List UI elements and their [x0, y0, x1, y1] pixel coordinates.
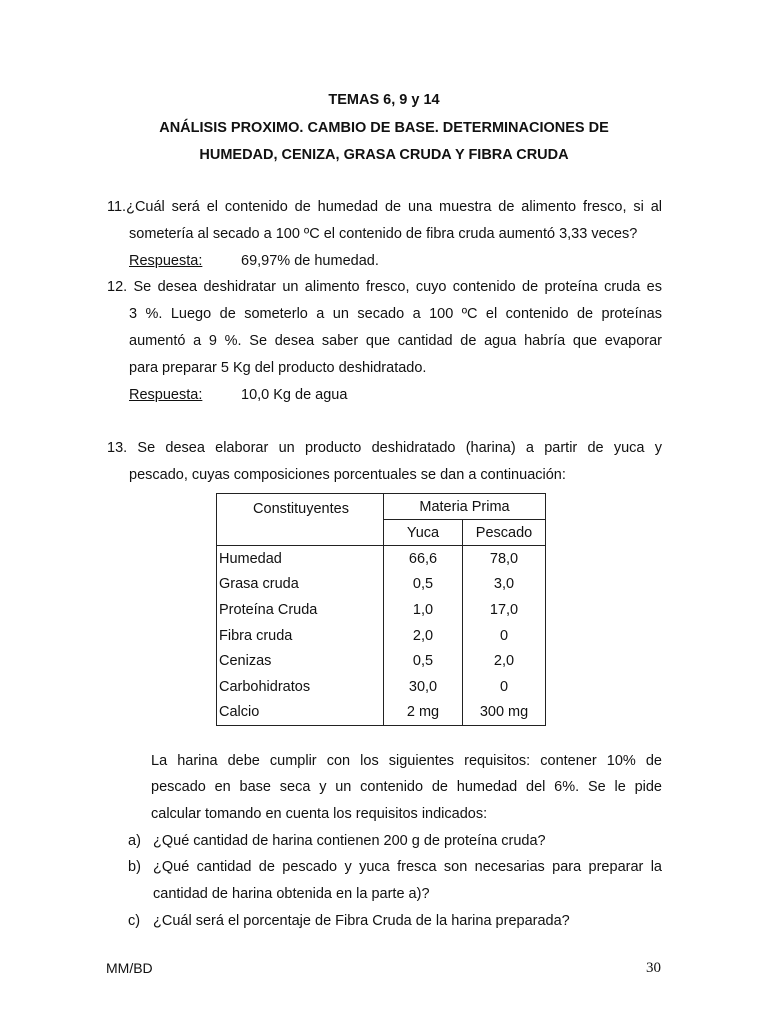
answer-value: 69,97% de humedad. — [241, 253, 379, 269]
answer-value: 10,0 Kg de agua — [241, 387, 348, 403]
item-b-text: ¿Qué cantidad de pescado y yuca fresca son necesarias para preparar la — [153, 859, 662, 875]
answer-label: Respuesta: — [129, 387, 203, 403]
row-name: Proteína Cruda — [217, 597, 384, 623]
row-pescado: 78,0 — [463, 546, 546, 572]
problem-12-line1: 12. Se desea deshidratar un alimento fresco, cuyo contenido de proteína cruda es — [107, 279, 662, 295]
problem-13-line2: pescado, cuyas composiciones porcentuales se dan a continuación: — [129, 467, 566, 483]
composition-table — [216, 493, 546, 726]
table-header-row — [217, 494, 546, 520]
row-name: Grasa cruda — [217, 572, 384, 598]
row-pescado: 0 — [463, 674, 546, 700]
table-row — [217, 597, 546, 623]
header-title-line2: HUMEDAD, CENIZA, GRASA CRUDA Y FIBRA CRUDA — [199, 147, 569, 163]
item-c-label: c) — [128, 913, 141, 929]
row-pescado: 3,0 — [463, 572, 546, 598]
problem-12-line2: 3 %. Luego de someterlo a un secado a 100 ºC el contenido de proteínas — [129, 306, 662, 322]
problem-11-line1: 11.¿Cuál será el contenido de humedad de una muestra de alimento fresco, si al — [107, 199, 662, 215]
item-b-text-cont: cantidad de harina obtenida en la parte a)? — [153, 886, 430, 902]
requirements-line3: calcular tomando en cuenta los requisitos indicados: — [151, 806, 488, 822]
table-row — [217, 546, 546, 572]
row-yuca: 66,6 — [384, 546, 463, 572]
table-row — [217, 700, 546, 726]
row-pescado: 300 mg — [463, 700, 546, 726]
problem-11-line2: sometería al secado a 100 ºC el contenido de fibra cruda aumentó 3,33 veces? — [129, 226, 638, 242]
row-pescado: 17,0 — [463, 597, 546, 623]
item-b-label: b) — [128, 859, 141, 875]
header-materia-prima: Materia Prima — [384, 494, 546, 520]
header-yuca: Yuca — [384, 520, 463, 546]
row-name: Cenizas — [217, 648, 384, 674]
row-pescado: 2,0 — [463, 648, 546, 674]
item-a-label: a) — [128, 833, 141, 849]
page-number: 30 — [646, 960, 661, 976]
table-row — [217, 648, 546, 674]
requirements-line1: La harina debe cumplir con los siguientes requisitos: contener 10% de — [151, 753, 662, 769]
header-topics: TEMAS 6, 9 y 14 — [328, 92, 440, 108]
row-pescado: 0 — [463, 623, 546, 649]
header-title-line1: ANÁLISIS PROXIMO. CAMBIO DE BASE. DETERMINACIONES DE — [159, 120, 609, 136]
problem-12-answer — [129, 387, 347, 403]
requirements-line2: pescado en base seca y un contenido de humedad del 6%. Se le pide — [151, 779, 662, 795]
table-row — [217, 623, 546, 649]
table-row — [217, 572, 546, 598]
problem-12-line4: para preparar 5 Kg del producto deshidratado. — [129, 360, 427, 376]
row-yuca: 0,5 — [384, 572, 463, 598]
footer-initials: MM/BD — [106, 960, 153, 976]
row-yuca: 2,0 — [384, 623, 463, 649]
problem-12-line3: aumentó a 9 %. Se desea saber que cantidad de agua habría que evaporar — [129, 333, 662, 349]
row-name: Fibra cruda — [217, 623, 384, 649]
answer-label: Respuesta: — [129, 253, 203, 269]
row-yuca: 0,5 — [384, 648, 463, 674]
row-yuca: 1,0 — [384, 597, 463, 623]
problem-13-line1: 13. Se desea elaborar un producto deshidratado (harina) a partir de yuca y — [107, 440, 662, 456]
item-c-text: ¿Cuál será el porcentaje de Fibra Cruda de la harina preparada? — [153, 913, 570, 929]
header-constituents: Constituyentes — [217, 494, 384, 546]
row-name: Humedad — [217, 546, 384, 572]
row-name: Calcio — [217, 700, 384, 726]
row-yuca: 2 mg — [384, 700, 463, 726]
item-a-text: ¿Qué cantidad de harina contienen 200 g de proteína cruda? — [153, 833, 546, 849]
table-row — [217, 674, 546, 700]
problem-11-answer — [129, 253, 379, 269]
row-name: Carbohidratos — [217, 674, 384, 700]
header-pescado: Pescado — [463, 520, 546, 546]
row-yuca: 30,0 — [384, 674, 463, 700]
